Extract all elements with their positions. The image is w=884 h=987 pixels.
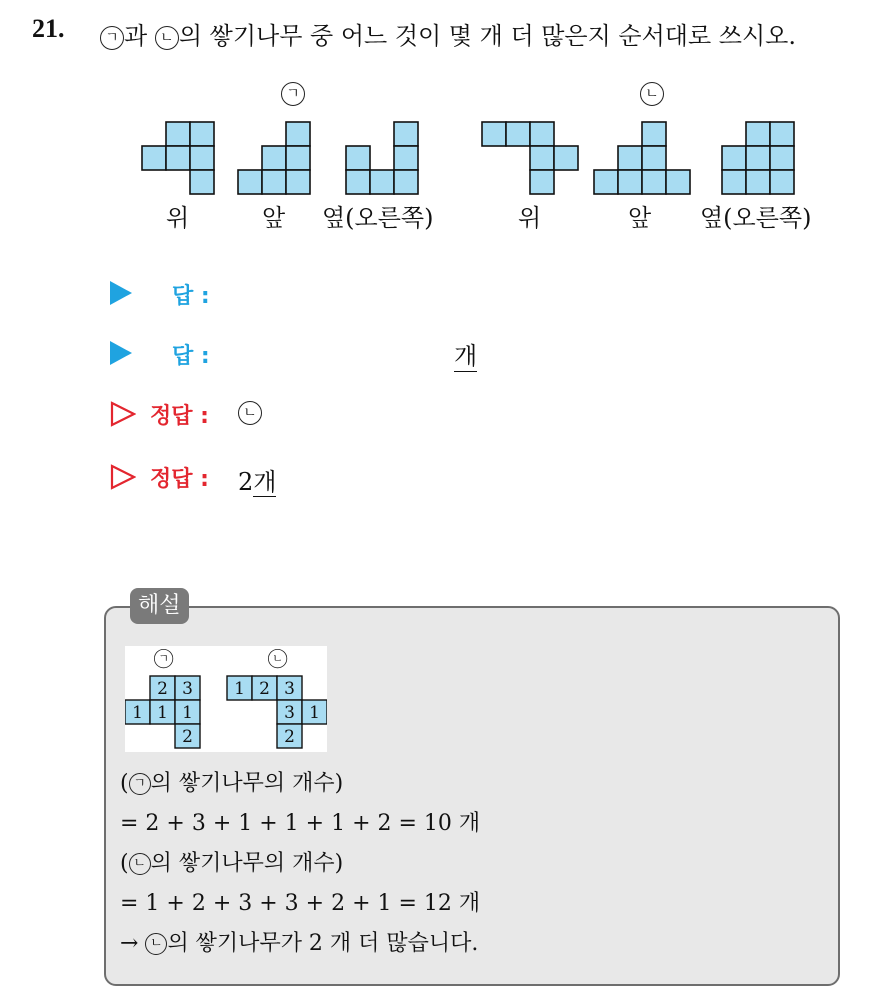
correct-label-2: 정답 : xyxy=(150,467,209,492)
map-a-cell: 1 xyxy=(182,703,193,723)
view-label-side-b: 옆(오른쪽) xyxy=(700,204,812,232)
explanation-tag: 해설 xyxy=(130,588,189,624)
question-number: 21. xyxy=(32,14,65,43)
map-b-cell: 2 xyxy=(284,727,295,747)
correct-answer-2-number: 2 xyxy=(238,468,254,496)
figure-b-label: ㄴ xyxy=(640,82,664,106)
answer-arrow-icon xyxy=(110,341,132,365)
map-a-label: ㄱ xyxy=(154,649,173,668)
correct-label-1: 정답 : xyxy=(150,404,209,429)
view-label-front-b: 앞 xyxy=(628,204,652,232)
explanation-line-1: ( ㄱ 의 쌓기나무의 개수) xyxy=(120,771,344,796)
correct-answer-2 xyxy=(238,462,276,497)
view-label-side-a: 옆(오른쪽) xyxy=(322,204,434,232)
map-b-cell: 3 xyxy=(284,679,295,699)
map-a-cell: 1 xyxy=(157,703,168,723)
correct-arrow-icon xyxy=(110,464,136,490)
map-a-cell: 1 xyxy=(132,703,143,723)
answer-arrow-icon xyxy=(110,281,132,305)
map-a-cell: 2 xyxy=(182,727,193,747)
view-label-front-a: 앞 xyxy=(262,204,286,232)
answer-label-2: 답 : xyxy=(172,344,210,369)
map-b-cell: 2 xyxy=(259,679,270,699)
question-text-part-a: 과 xyxy=(124,22,155,50)
number-map-grids xyxy=(125,646,327,752)
correct-arrow-icon xyxy=(110,401,136,427)
explanation-line-2: = 2 + 3 + 1 + 1 + 1 + 2 = 10 개 xyxy=(120,811,481,836)
map-b-cell: 1 xyxy=(234,679,245,699)
map-b-label: ㄴ xyxy=(268,649,287,668)
circled-label-a: ㄱ xyxy=(100,26,124,50)
explanation-line-3: ( ㄴ 의 쌓기나무의 개수) xyxy=(120,851,344,876)
correct-answer-1: ㄴ xyxy=(238,401,262,425)
circled-label-b: ㄴ xyxy=(155,26,179,50)
view-label-top-b: 위 xyxy=(518,204,542,232)
map-b-cell: 1 xyxy=(309,703,320,723)
view-label-top-a: 위 xyxy=(166,204,190,232)
map-a-cell: 2 xyxy=(157,679,168,699)
map-a-cell: 3 xyxy=(182,679,193,699)
answer-label-1: 답 : xyxy=(172,284,210,309)
correct-answer-2-unit: 개 xyxy=(253,468,277,496)
question-text-part-b: 의 쌓기나무 중 어느 것이 몇 개 더 많은지 순서대로 쓰시오. xyxy=(178,22,796,50)
map-b-cell: 3 xyxy=(284,703,295,723)
figure-a-label: ㄱ xyxy=(281,82,305,106)
explanation-line-5: → ㄴ 의 쌓기나무가 2 개 더 많습니다. xyxy=(120,931,479,956)
explanation-line-4: = 1 + 2 + 3 + 3 + 2 + 1 = 12 개 xyxy=(120,891,481,916)
answer-unit-blank: 개 xyxy=(454,336,477,372)
